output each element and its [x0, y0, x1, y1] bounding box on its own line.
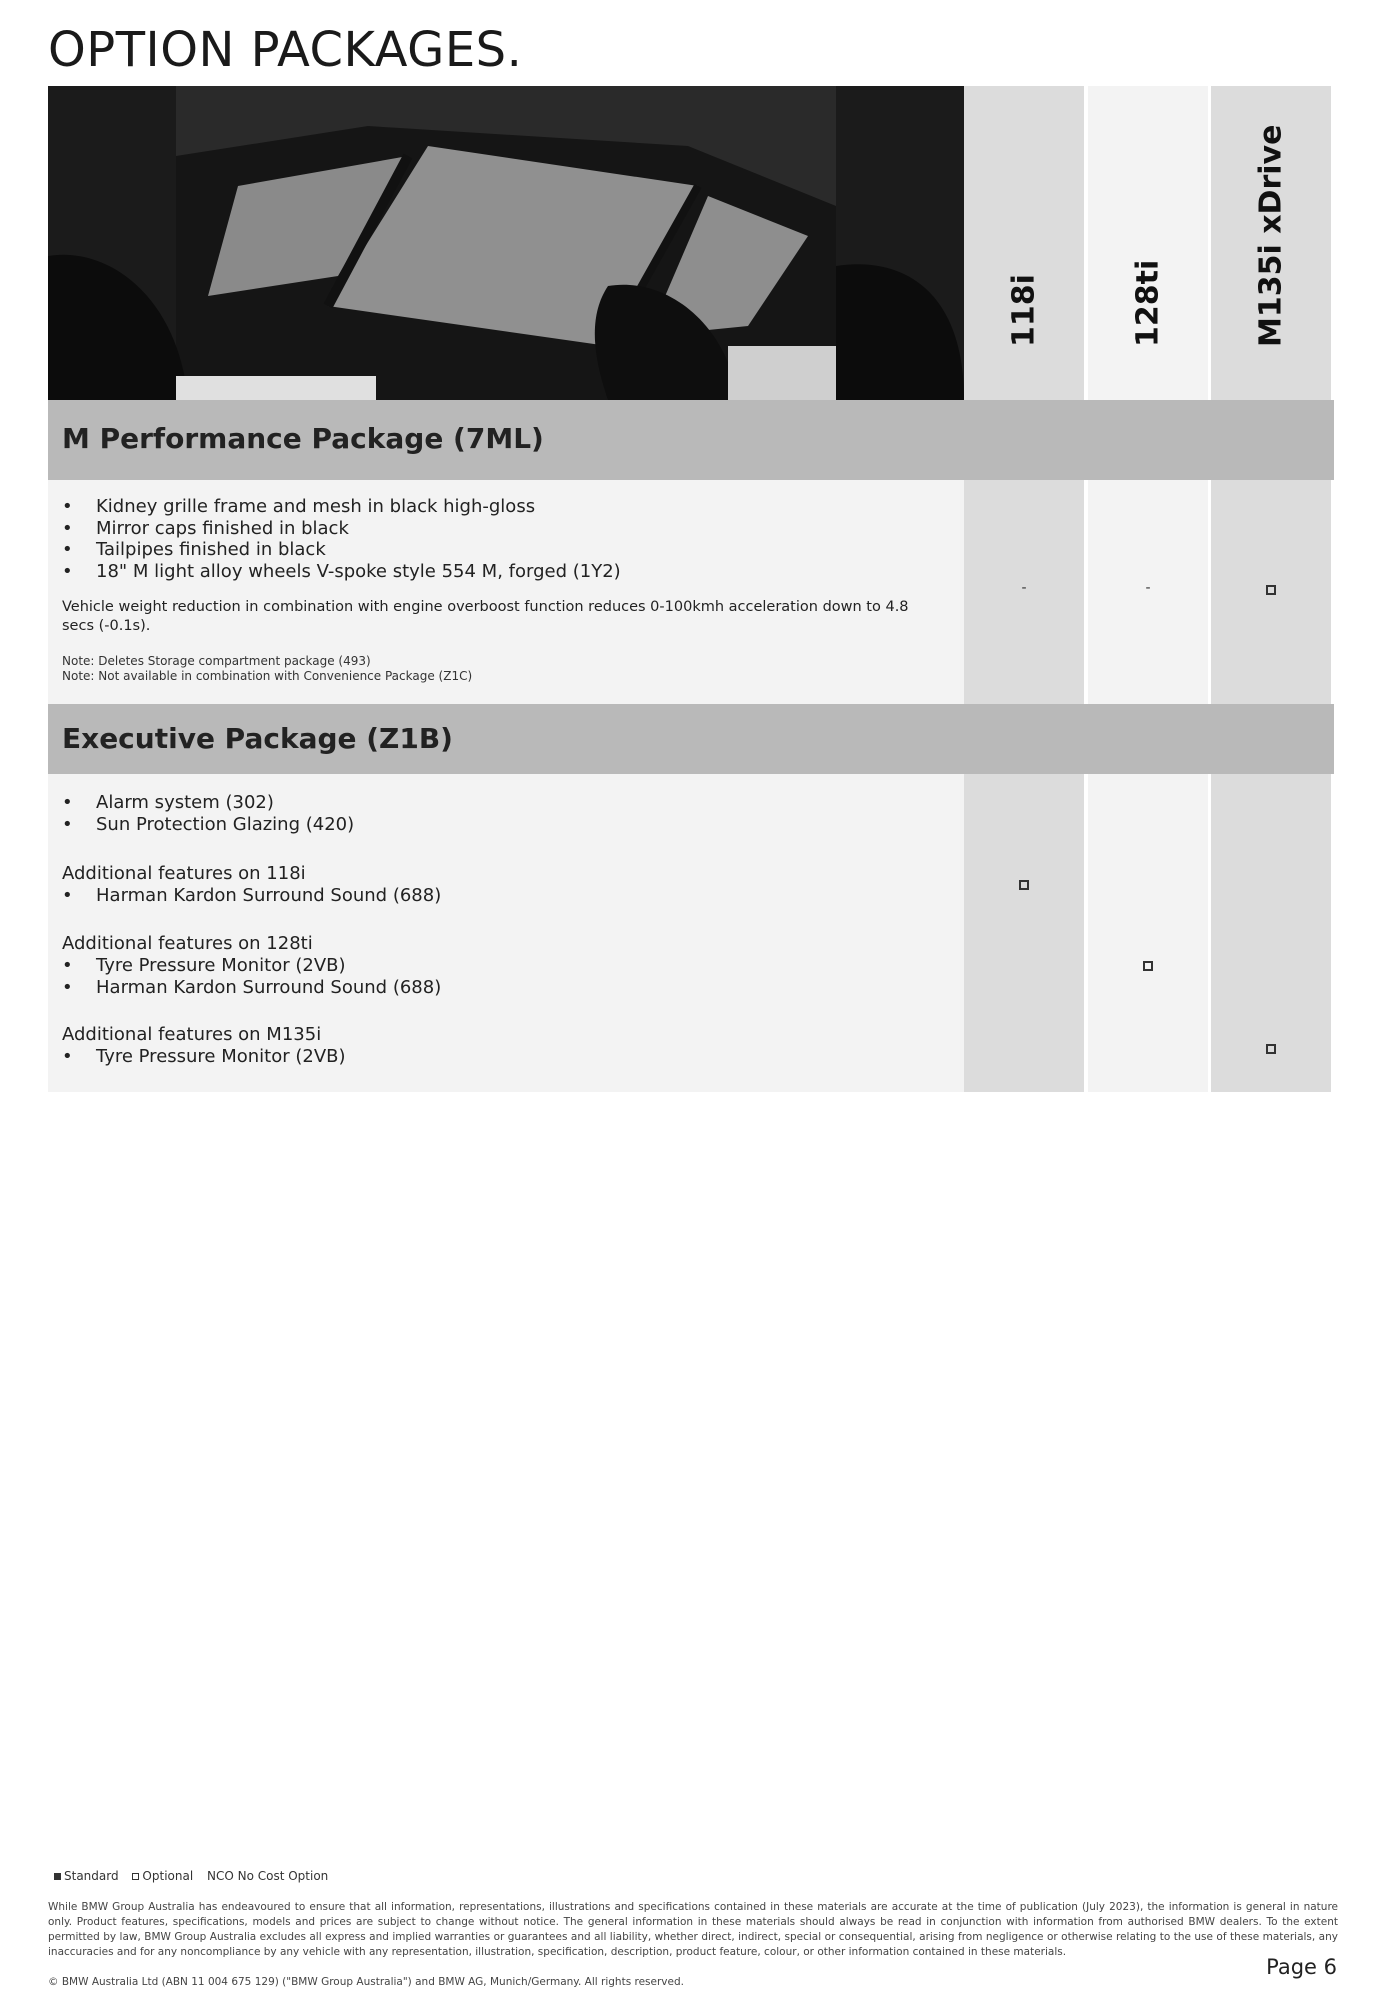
standard-icon: [54, 1873, 61, 1880]
package-header-executive: [48, 704, 1334, 774]
package-name: Executive Package (Z1B): [62, 722, 453, 755]
group-heading: Additional features on 128ti: [62, 933, 313, 954]
column-header-m135i: [1211, 86, 1331, 400]
feature-list: [62, 1046, 346, 1068]
panoramic-sunroof-image: [48, 86, 964, 400]
model-label: 118i: [1006, 274, 1042, 347]
legend-optional: [132, 1869, 193, 1883]
package-header-m-performance: [48, 400, 1334, 480]
availability-cell-118i: [964, 480, 1084, 704]
availability-dash: -: [1145, 580, 1151, 596]
column-header-128ti: [1088, 86, 1208, 400]
legend-standard: [54, 1869, 119, 1883]
availability-cell-m135i: [1211, 480, 1331, 704]
list-item: • Harman Kardon Surround Sound (688): [62, 885, 441, 907]
list-item: • Sun Protection Glazing (420): [62, 814, 354, 836]
package-description: Vehicle weight reduction in combination with engine overboost function reduces 0-100kmh acceleration down to 4.8 secs (-0.1s).: [62, 599, 909, 634]
disclaimer: While BMW Group Australia has endeavoured to ensure that all information, representations, illustrations and specifications contained in these materials are accurate at the time of publication (July 2023), the information is general in nature only. Product features, specifications, models and prices are subject to change without notice. The general information in these materials should always be read in conjunction with information from authorised BMW dealers. To the extent permitted by law, BMW Group Australia excludes all express and implied warranties or guarantees and all liability, whether direct, indirect, special or consequential, arising from negligence or otherwise relating to the use of these materials, any inaccuracies and for any noncompliance by any vehicle with any representation, illustration, specification, description, product feature, colour, or other information contained in these materials.: [48, 1901, 1338, 1958]
availability-cell-118i: [964, 774, 1084, 1092]
list-item: • 18" M light alloy wheels V-spoke style 554 M, forged (1Y2): [62, 561, 621, 583]
legend: [54, 1869, 338, 1883]
optional-icon: [1211, 583, 1331, 599]
feature-list: [62, 885, 441, 907]
list-item: • Tailpipes finished in black: [62, 539, 621, 561]
page-number: Page 6: [1266, 1955, 1337, 1979]
list-item: • Alarm system (302): [62, 792, 354, 814]
group-heading: Additional features on M135i: [62, 1024, 322, 1045]
optional-icon: [132, 1873, 139, 1880]
feature-list: [62, 792, 354, 835]
list-item: • Tyre Pressure Monitor (2VB): [62, 955, 441, 977]
optional-icon: [1211, 1042, 1331, 1058]
group-heading: Additional features on 118i: [62, 863, 306, 884]
package-note: Note: Not available in combination with Convenience Package (Z1C): [62, 669, 473, 683]
feature-list: [62, 955, 441, 998]
availability-cell-128ti: [1088, 480, 1208, 704]
optional-icon: [1088, 959, 1208, 975]
package-details-m-performance: [48, 480, 964, 704]
legend-label: Optional: [142, 1869, 194, 1883]
copyright: © BMW Australia Ltd (ABN 11 004 675 129) ("BMW Group Australia") and BMW AG, Munich/Germany. All rights reserved.: [48, 1976, 684, 1988]
model-label: M135i xDrive: [1253, 124, 1289, 347]
package-note: Note: Deletes Storage compartment package (493): [62, 654, 371, 668]
optional-icon: [964, 878, 1084, 894]
package-details-executive: [48, 774, 964, 1092]
page-title: OPTION PACKAGES.: [48, 22, 523, 78]
list-item: • Mirror caps finished in black: [62, 518, 621, 540]
column-header-118i: [964, 86, 1084, 400]
availability-cell-128ti: [1088, 774, 1208, 1092]
list-item: • Harman Kardon Surround Sound (688): [62, 977, 441, 999]
availability-dash: -: [1021, 580, 1027, 596]
model-label: 128ti: [1130, 259, 1166, 347]
list-item: • Kidney grille frame and mesh in black high-gloss: [62, 496, 621, 518]
legend-nco: NCO No Cost Option: [207, 1869, 329, 1883]
feature-list: [62, 496, 621, 582]
legend-label: Standard: [64, 1869, 119, 1883]
list-item: • Tyre Pressure Monitor (2VB): [62, 1046, 346, 1068]
package-name: M Performance Package (7ML): [62, 422, 544, 455]
availability-cell-m135i: [1211, 774, 1331, 1092]
